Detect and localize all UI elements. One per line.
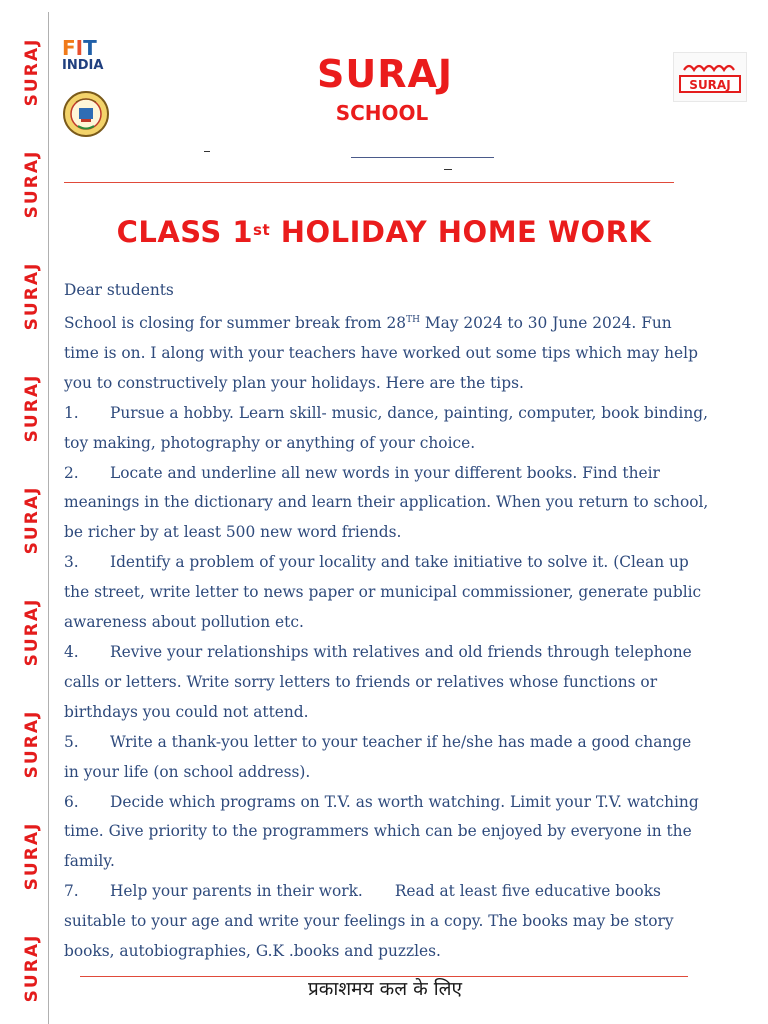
tip-item xyxy=(64,728,709,788)
fit-india-logo xyxy=(62,38,124,74)
tip-number: 4. xyxy=(64,643,79,661)
side-brand-word: SURAJ xyxy=(22,597,42,667)
suraj-brand-logo xyxy=(673,52,747,102)
side-brand-word: SURAJ xyxy=(22,821,42,891)
fit-india-caption: INDIA xyxy=(62,58,104,73)
side-brand-word: SURAJ xyxy=(22,933,42,1003)
intro-paragraph xyxy=(64,306,709,399)
tip-item xyxy=(64,548,709,638)
tip-text: Read at least five educative books suitable to your age and write your feelings in a copy. The books may be story books, autobiographies, G.K .books and puzzles. xyxy=(64,882,674,961)
side-divider xyxy=(48,12,49,1024)
fit-letter-f: F xyxy=(62,36,76,60)
greeting: Dear students xyxy=(64,281,174,299)
fit-letter-t: T xyxy=(83,36,97,60)
side-brand-word: SURAJ xyxy=(22,261,42,331)
fit-letter-i: I xyxy=(75,36,84,60)
tip-number: 7. xyxy=(64,882,79,901)
tip-item xyxy=(64,638,709,728)
tip-number: 2. xyxy=(64,463,79,482)
school-subtitle: SCHOOL xyxy=(335,101,429,125)
side-brand-word: SURAJ xyxy=(22,373,42,443)
dash-mark xyxy=(204,151,210,152)
tip-number: 6. xyxy=(64,792,79,811)
tip-item xyxy=(64,399,709,459)
side-brand-strip xyxy=(0,0,50,1024)
tip-text: Decide which programs on T.V. as worth watching. Limit your T.V. watching time. Give priority to the programmers which can be enjoyed by everyone in the family. xyxy=(64,792,699,871)
side-brand-word: SURAJ xyxy=(22,149,42,219)
school-board-seal-icon xyxy=(62,90,110,138)
tip-number: 1. xyxy=(64,403,79,422)
title-prefix: CLASS 1 xyxy=(116,215,254,249)
side-brand-word: SURAJ xyxy=(22,37,42,107)
intro-superscript: TH xyxy=(406,314,420,325)
tip-number: 3. xyxy=(64,553,79,572)
tip-text: Help your parents in their work. xyxy=(110,882,363,901)
side-brand-word: SURAJ xyxy=(22,709,42,779)
tip-text: Pursue a hobby. Learn skill- music, dance, painting, computer, book binding, toy making, photography or anything of your choice. xyxy=(64,403,708,452)
page-title xyxy=(64,212,704,252)
tip-item xyxy=(64,877,709,967)
header-rule xyxy=(64,182,674,183)
fit-wordmark xyxy=(62,38,124,58)
school-name: SURAJ xyxy=(316,52,454,96)
dash-mark xyxy=(444,169,452,170)
title-suffix: HOLIDAY HOME WORK xyxy=(270,215,652,249)
letter-body xyxy=(64,276,709,967)
footer-slogan: प्रकाशमय कल के लिए xyxy=(307,978,463,1000)
tip-item xyxy=(64,788,709,878)
intro-text-b: May 2024 to 30 June 2024. Fun time is on. I along with your teachers have worked out some tips which may help you to constructively plan your holidays. Here are the tips. xyxy=(64,314,698,392)
title-superscript: st xyxy=(253,221,271,239)
tip-text: Identify a problem of your locality and take initiative to solve it. (Clean up the street, write letter to news paper or municipal commissioner, generate public awareness about pollution etc. xyxy=(64,553,702,632)
intro-text-a: School is closing for summer break from 28 xyxy=(64,314,407,333)
tip-text: Revive your relationships with relatives and old friends through telephone calls or letters. Write sorry letters to friends or relatives whose functions or birthdays you could not attend. xyxy=(64,643,692,721)
tip-text: Locate and underline all new words in your different books. Find their meanings in the dictionary and learn their application. When you return to school, be richer by at least 500 new word friends. xyxy=(64,463,709,542)
side-brand-word: SURAJ xyxy=(22,485,42,555)
blank-line xyxy=(351,157,494,158)
tip-text: Write a thank-you letter to your teacher if he/she has made a good change in your life (on school address). xyxy=(64,732,692,781)
brand-wordmark: SURAJ xyxy=(689,78,731,92)
tip-item xyxy=(64,459,709,549)
tip-number: 5. xyxy=(64,732,79,751)
